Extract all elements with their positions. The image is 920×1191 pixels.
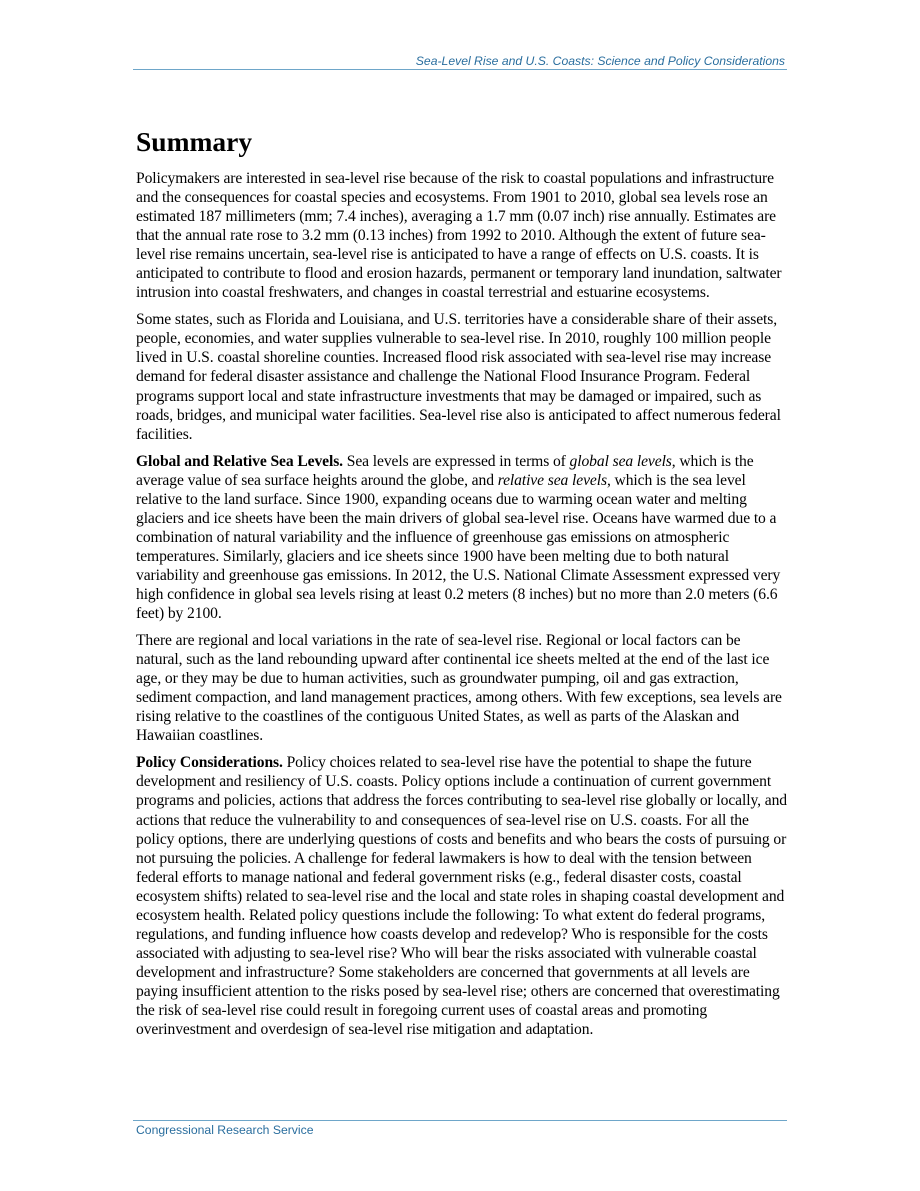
paragraph-text: , which is the average value of sea surface heights around the globe, and [136,452,754,489]
term-relative-sea-levels: relative sea levels [497,471,607,489]
regional-variation-paragraph: There are regional and local variations in the rate of sea-level rise. Regional or local factors can be natural, such as the land rebounding upward after continental ice sheets melted at the end of the last ice age, or they may be due to human activities, such as groundwater pumping, oil and gas extraction, sediment compaction, and land management practices, among others. With few exceptions, sea levels are rising relative to the coastlines of the contiguous United States, as well as parts of the Alaskan and Hawaiian coastlines. [136,632,782,745]
paragraph-text: Sea levels are expressed in terms of [342,452,570,470]
section-lead-global-relative-sea-levels: Global and Relative Sea Levels. [136,452,343,470]
document-body [136,124,788,1047]
summary-paragraph-1: Policymakers are interested in sea-level rise because of the risk to coastal populations and infrastructure and the consequences for coastal species and ecosystems. From 1901 to 2010, global sea levels rose an estimated 187 millimeters (mm; 7.4 inches), averaging a 1.7 mm (0.07 inch) rise annually. Estimates are that the annual rate rose to 3.2 mm (0.13 inches) from 1992 to 2010. Although the extent of future sea-level rise remains uncertain, sea-level rise is anticipated to have a range of effects on U.S. coasts. It is anticipated to contribute to flood and erosion hazards, permanent or temporary land inundation, saltwater intrusion into coastal freshwaters, and changes in coastal terrestrial and estuarine ecosystems. [136,170,782,302]
policy-considerations-paragraph [136,753,788,1039]
paragraph-text: , which is the sea level relative to the land surface. Since 1900, expanding oceans due to warming ocean water and melting glaciers and ice sheets have been the main drivers of global sea-level rise. Oceans have warmed due to a combination of natural variability and the influence of greenhouse gas emissions on atmospheric temperatures. Similarly, glaciers and ice sheets since 1900 have been melting due to both natural variability and greenhouse gas emissions. In 2012, the U.S. National Climate Assessment expressed very high confidence in global sea levels rising at least 0.2 meters (8 inches) but no more than 2.0 meters (6.6 feet) by 2100. [136,471,781,623]
term-global-sea-levels: global sea levels [569,452,672,470]
paragraph-text: Policy choices related to sea-level rise have the potential to shape the future development and resiliency of U.S. coasts. Policy options include a continuation of current government programs and policies, actions that address the forces contributing to sea-level rise globally or locally, and actions that reduce the vulnerability to and consequences of sea-level rise on U.S. coasts. For all the policy options, there are underlying questions of costs and benefits and who bears the costs of pursuing or not pursuing the policies. A challenge for federal lawmakers is how to deal with the tension between federal efforts to manage national and federal government risks (e.g., federal disaster costs, coastal ecosystem shifts) related to sea-level rise and the local and state roles in shaping coastal development and ecosystem health. Related policy questions include the following: To what extent do federal programs, regulations, and funding influence how coasts develop and redevelop? Who is responsible for the costs associated with adjusting to sea-level rise? Who will bear the risks associated with vulnerable coastal development and infrastructure? Some stakeholders are concerned that governments at all levels are paying insufficient attention to the risks posed by sea-level rise; others are concerned that overestimating the risk of sea-level rise could result in foregoing current uses of coastal areas and promoting overinvestment and overdesign of sea-level rise mitigation and adaptation. [136,754,787,1039]
header-divider [133,69,787,70]
global-relative-sea-levels-paragraph [136,452,788,623]
section-lead-policy-considerations: Policy Considerations. [136,754,283,772]
running-header: Sea-Level Rise and U.S. Coasts: Science and Policy Considerations [415,54,785,68]
footer-divider [133,1120,787,1121]
summary-paragraph-2: Some states, such as Florida and Louisiana, and U.S. territories have a considerable share of their assets, people, economies, and water supplies vulnerable to sea-level rise. In 2010, roughly 100 million people lived in U.S. coastal shoreline counties. Increased flood risk associated with sea-level rise may increase demand for federal disaster assistance and challenge the National Flood Insurance Program. Federal programs support local and state infrastructure investments that may be damaged or impaired, such as roads, bridges, and municipal water facilities. Sea-level rise also is anticipated to affect numerous federal facilities. [136,311,781,443]
footer-organization: Congressional Research Service [136,1123,314,1137]
page-title: Summary [136,126,253,157]
